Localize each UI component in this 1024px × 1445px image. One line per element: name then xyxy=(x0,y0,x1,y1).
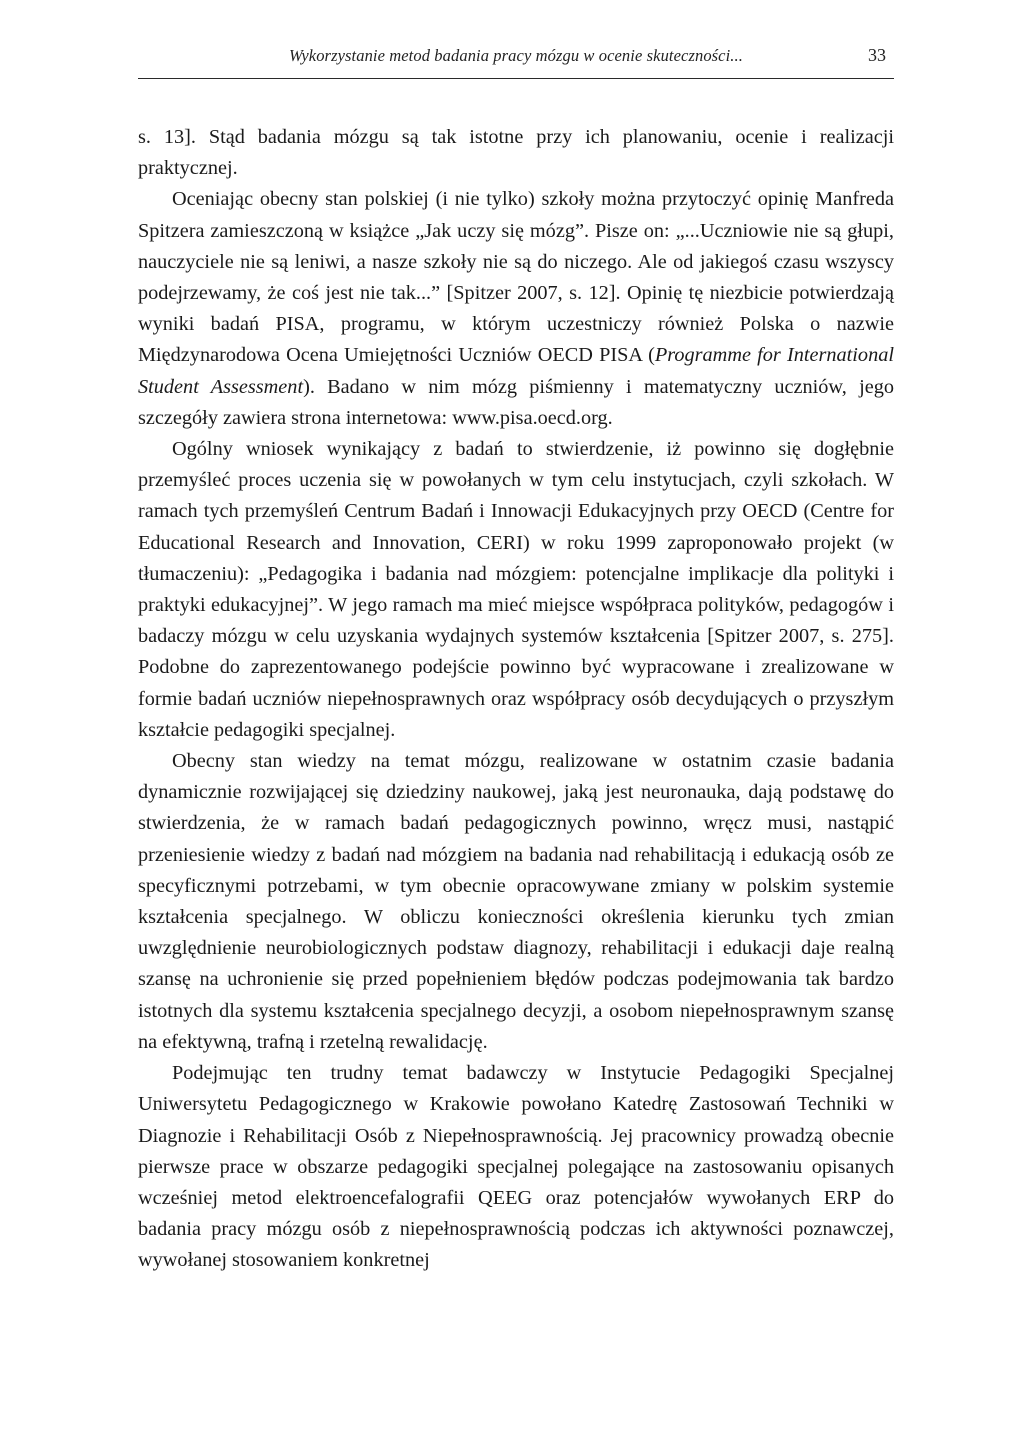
paragraph-continuation xyxy=(138,122,894,184)
running-title: Wykorzystanie metod badania pracy mózgu w ocenie skuteczności... xyxy=(289,46,743,65)
paragraph-text: Obecny stan wiedzy na temat mózgu, realizowane w ostatnim czasie badania dynamicznie rozwijającej się dziedziny naukowej, jaką jest neuronauka, dają podstawę do stwierdzenia, że w ramach badań pedagogicznych powinno, wręcz musi, nastąpić przeniesienie wiedzy z badań nad mózgiem na badania nad rehabilitacją i edukacją osób ze specyficznymi potrzebami, w tym obecnie opracowywane zmiany w polskim systemie kształcenia specjalnego. W obliczu konieczności określenia kierunku tych zmian uwzględnienie neurobiologicznych podstaw diagnozy, rehabilitacji i edukacji daje realną szansę na uchronienie się przed popełnieniem błędów podczas podejmowania tak bardzo istotnych dla systemu kształcenia specjalnego decyzji, a osobom niepełnosprawnym szansę na efektywną, trafną i rzetelną rewalidację. xyxy=(138,750,894,1053)
paragraph-text: Oceniając obecny stan polskiej (i nie tylko) szkoły można przytoczyć opinię Manfreda Spitzera zamieszczoną w książce „Jak uczy się mózg”. Pisze on: „...Uczniowie nie są głupi, nauczyciele nie są leniwi, a nasze szkoły nie są do niczego. Ale od jakiegoś czasu wszyscy podejrzewamy, że coś jest nie tak...” [Spitzer 2007, s. 12]. Opinię tę niezbicie potwierdzają wyniki badań PISA, programu, w którym uczestniczy również Polska o nazwie Międzynarodowa Ocena Umiejętności Uczniów OECD PISA ( xyxy=(138,188,894,367)
running-header xyxy=(138,44,894,79)
paragraph-current-knowledge xyxy=(138,746,894,1058)
paragraph-research-topic xyxy=(138,1058,894,1276)
paragraph-text-after: ). Badano w nim mózg piśmienny i matematyczny uczniów, jego szczegóły zawiera strona internetowa: www.pisa.oecd.org. xyxy=(138,375,894,429)
paragraph-spitzer-opinion xyxy=(138,184,894,434)
body-text xyxy=(138,122,894,1277)
paragraph-text: s. 13]. Stąd badania mózgu są tak istotne przy ich planowaniu, ocenie i realizacji praktycznej. xyxy=(138,126,894,180)
paragraph-text: Podejmując ten trudny temat badawczy w Instytucie Pedagogiki Specjalnej Uniwersytetu Pedagogicznego w Krakowie powołano Katedrę Zastosowań Techniki w Diagnozie i Rehabilitacji Osób z Niepełnosprawnością. Jej pracownicy prowadzą obecnie pierwsze prace w obszarze pedagogiki specjalnej polegające na zastosowaniu opisanych wcześniej metod elektroencefalografii QEEG oraz potencjałów wywołanych ERP do badania pracy mózgu osób z niepełnosprawnością podczas ich aktywności poznawczej, wywołanej stosowaniem konkretnej xyxy=(138,1062,894,1272)
paragraph-text: Ogólny wniosek wynikający z badań to stwierdzenie, iż powinno się dogłębnie przemyśleć proces uczenia się w powołanych w tym celu instytucjach, czyli szkołach. W ramach tych przemyśleń Centrum Badań i Innowacji Edukacyjnych przy OECD (Centre for Educational Research and Innovation, CERI) w roku 1999 zaproponowało projekt (w tłumaczeniu): „Pedagogika i badania nad mózgiem: potencjalne implikacje dla polityki i praktyki edukacyjnej”. W jego ramach ma mieć miejsce współpraca polityków, pedagogów i badaczy mózgu w celu uzyskania wydajnych systemów kształcenia [Spitzer 2007, s. 275]. Podobne do zaprezentowanego podejście powinno być wypracowane i zrealizowane w formie badań uczniów niepełnosprawnych oraz współpracy osób decydujących o przyszłym kształcie pedagogiki specjalnej. xyxy=(138,438,894,741)
programme-title: Programme for International Student Assessment xyxy=(138,344,894,398)
paragraph-general-conclusion xyxy=(138,434,894,746)
page-number: 33 xyxy=(868,45,886,65)
